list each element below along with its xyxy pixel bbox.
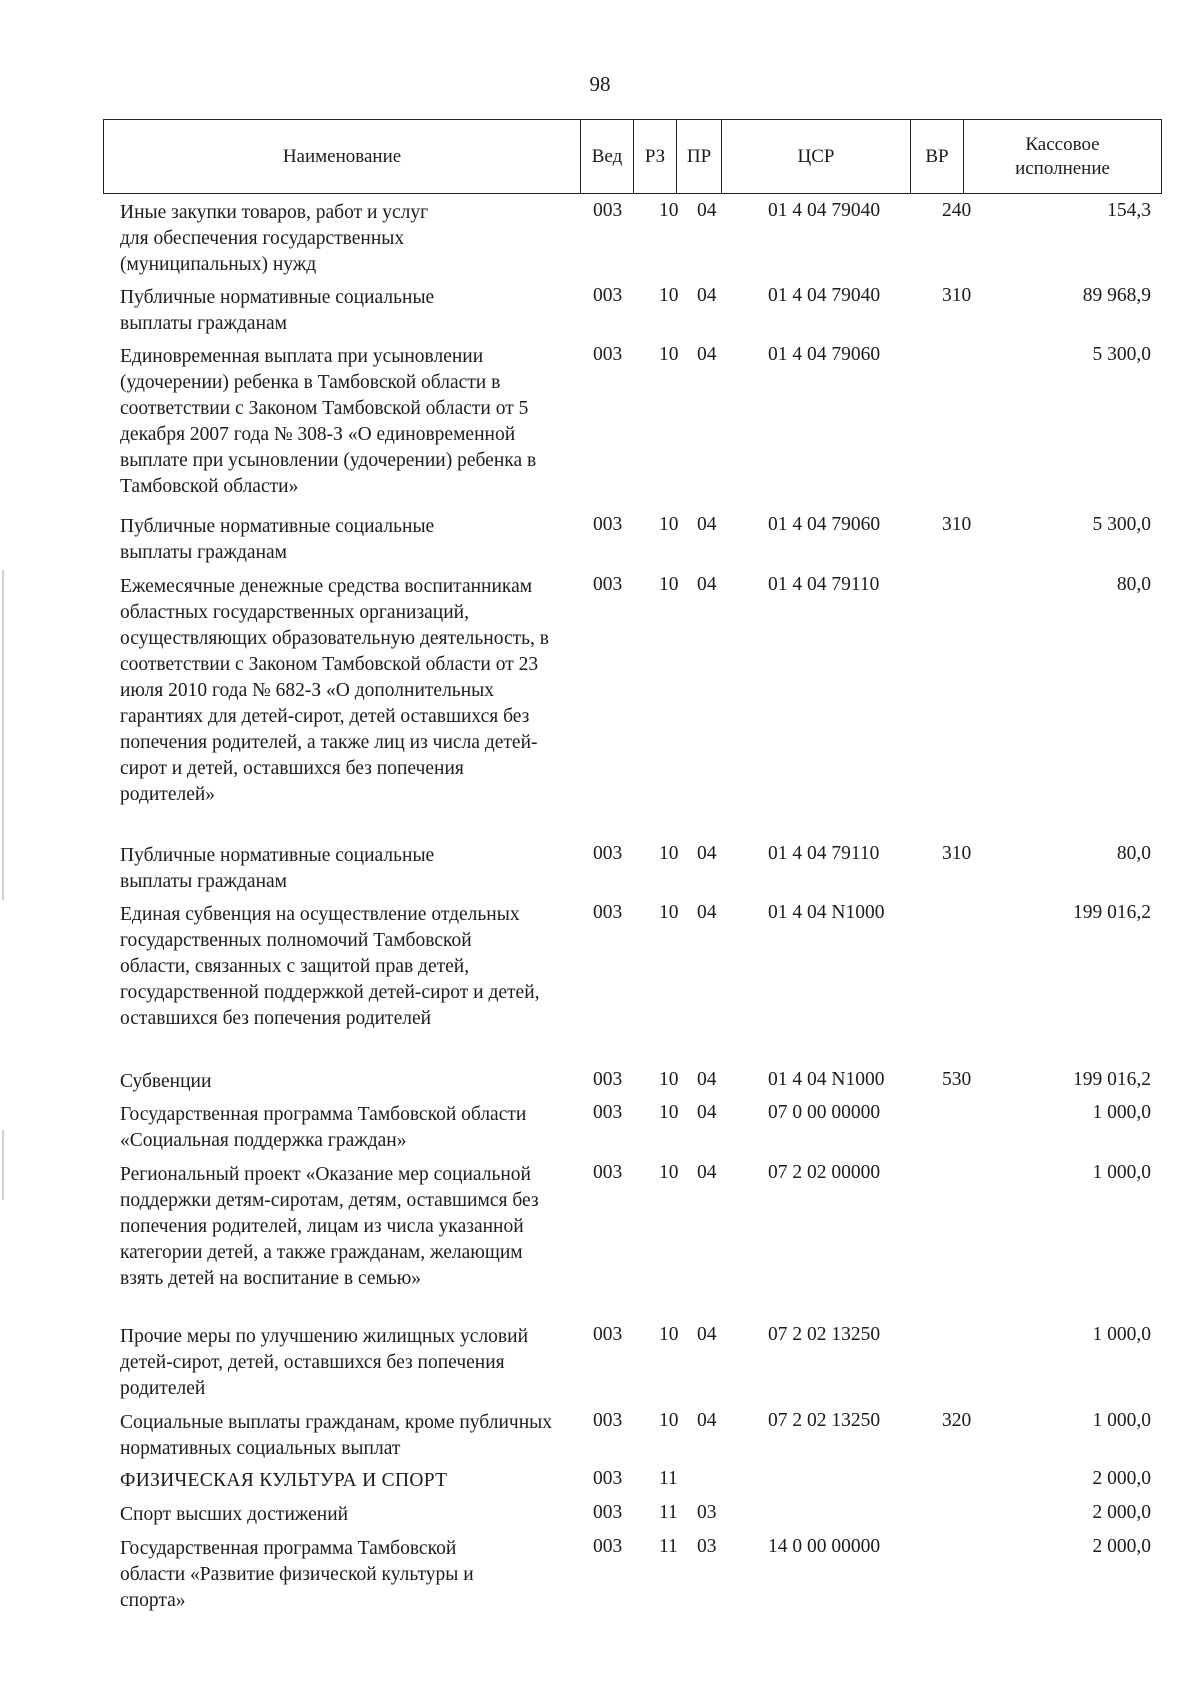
header-amount	[964, 120, 1161, 193]
row-csr: 07 2 02 13250	[768, 1410, 881, 1431]
row-ved: 003	[593, 1410, 623, 1431]
row-rz: 10	[659, 344, 679, 365]
header-amount-line2: исполнение	[1015, 157, 1110, 179]
row-name: Публичные нормативные социальные выплаты гражданам	[120, 845, 435, 892]
row-csr: 14 0 00 00000	[768, 1536, 881, 1557]
row-name: Государственная программа Тамбовской области «Развитие физической культуры и спорта»	[120, 1538, 474, 1611]
row-rz: 10	[659, 902, 679, 923]
row-rz: 11	[659, 1536, 678, 1557]
row-pr: 04	[697, 285, 717, 306]
row-name: Спорт высших достижений	[120, 1504, 349, 1525]
header-rz: РЗ	[634, 120, 677, 193]
row-ved: 003	[593, 574, 623, 595]
row-csr: 07 2 02 13250	[768, 1324, 881, 1345]
header-vr: ВР	[911, 120, 964, 193]
row-rz: 10	[659, 200, 679, 221]
row-rz: 10	[659, 1324, 679, 1345]
row-ved: 003	[593, 1162, 623, 1183]
row-name: Единая субвенция на осуществление отдельных государственных полномочий Тамбовской области, связанных с защитой прав детей, государственной поддержкой детей-сирот и детей, оставшихся без попечения родителей	[120, 904, 540, 1029]
row-amount: 2 000,0	[1092, 1536, 1151, 1557]
row-pr: 04	[697, 574, 717, 595]
row-name: Публичные нормативные социальные выплаты гражданам	[120, 516, 435, 563]
row-name: Социальные выплаты гражданам, кроме публичных нормативных социальных выплат	[120, 1412, 552, 1459]
table-header	[103, 119, 1162, 194]
row-ved: 003	[593, 1502, 623, 1523]
row-pr: 04	[697, 902, 717, 923]
row-amount: 1 000,0	[1092, 1324, 1151, 1345]
row-rz: 10	[659, 1102, 679, 1123]
row-pr: 04	[697, 200, 717, 221]
row-rz: 10	[659, 1410, 679, 1431]
row-ved: 003	[593, 902, 623, 923]
page-number: 98	[589, 72, 611, 96]
row-pr: 04	[697, 514, 717, 535]
row-amount: 80,0	[1116, 574, 1151, 595]
row-amount: 1 000,0	[1092, 1410, 1151, 1431]
row-pr: 03	[697, 1536, 717, 1557]
row-name: Государственная программа Тамбовской области «Социальная поддержка граждан»	[120, 1104, 527, 1151]
row-name: Иные закупки товаров, работ и услуг для обеспечения государственных (муниципальных) нужд	[120, 202, 429, 275]
row-ved: 003	[593, 1102, 623, 1123]
scan-edge-mark	[2, 1130, 4, 1200]
row-vr: 320	[942, 1410, 972, 1431]
header-ved: Вед	[581, 120, 634, 193]
row-csr: 01 4 04 79040	[768, 285, 881, 306]
row-csr: 07 0 00 00000	[768, 1102, 881, 1123]
row-pr: 04	[697, 1102, 717, 1123]
row-vr: 310	[942, 514, 972, 535]
row-vr: 310	[942, 843, 972, 864]
row-amount: 2 000,0	[1092, 1502, 1151, 1523]
row-vr: 240	[942, 200, 972, 221]
row-ved: 003	[593, 514, 623, 535]
row-amount: 1 000,0	[1092, 1162, 1151, 1183]
row-name: Прочие меры по улучшению жилищных условий детей-сирот, детей, оставшихся без попечения родителей	[120, 1326, 529, 1399]
row-rz: 10	[659, 514, 679, 535]
header-amount-line1: Кассовое	[1025, 133, 1100, 155]
row-csr: 01 4 04 79040	[768, 200, 881, 221]
row-name: Единовременная выплата при усыновлении (удочерении) ребенка в Тамбовской области в соответствии с Законом Тамбовской области от 5 декабря 2007 года № 308-З «О единовременной выплате при усыновлении (удочерении) ребенка в Тамбовской области»	[120, 346, 537, 497]
row-rz: 10	[659, 1162, 679, 1183]
row-ved: 003	[593, 1069, 623, 1090]
header-name: Наименование	[104, 120, 581, 193]
row-vr: 310	[942, 285, 972, 306]
row-name: Субвенции	[120, 1071, 212, 1092]
row-amount: 89 968,9	[1082, 285, 1151, 306]
row-rz: 10	[659, 1069, 679, 1090]
row-ved: 003	[593, 1536, 623, 1557]
row-rz: 11	[659, 1468, 678, 1489]
row-csr: 07 2 02 00000	[768, 1162, 881, 1183]
row-ved: 003	[593, 344, 623, 365]
row-ved: 003	[593, 1324, 623, 1345]
row-rz: 10	[659, 285, 679, 306]
row-rz: 10	[659, 843, 679, 864]
row-amount: 199 016,2	[1073, 1069, 1151, 1090]
row-pr: 04	[697, 1324, 717, 1345]
row-amount: 80,0	[1116, 843, 1151, 864]
row-csr: 01 4 04 79110	[768, 843, 880, 864]
row-ved: 003	[593, 200, 623, 221]
row-pr: 03	[697, 1502, 717, 1523]
row-csr: 01 4 04 79060	[768, 514, 881, 535]
row-name: Региональный проект «Оказание мер социальной поддержки детям-сиротам, детям, оставшимся без попечения родителей, лицам из числа указанной категории детей, а также гражданам, желающим взять детей на воспитание в семью»	[120, 1164, 539, 1289]
row-name: Ежемесячные денежные средства воспитанникам областных государственных организаций, осуществляющих образовательную деятельность, в соответствии с Законом Тамбовской области от 23 июля 2010 года № 682-З «О дополнительных гарантиях для детей-сирот, детей оставшихся без попечения родителей, а также лиц из числа детей-сирот и детей, оставшихся без попечения родителей»	[120, 576, 549, 805]
row-pr: 04	[697, 1410, 717, 1431]
row-amount: 5 300,0	[1092, 344, 1151, 365]
row-csr: 01 4 04 79110	[768, 574, 880, 595]
row-ved: 003	[593, 1468, 623, 1489]
row-pr: 04	[697, 843, 717, 864]
row-ved: 003	[593, 843, 623, 864]
row-csr: 01 4 04 N1000	[768, 902, 885, 923]
row-pr: 04	[697, 1162, 717, 1183]
row-name: ФИЗИЧЕСКАЯ КУЛЬТУРА И СПОРТ	[120, 1470, 448, 1491]
row-rz: 10	[659, 574, 679, 595]
row-amount: 1 000,0	[1092, 1102, 1151, 1123]
row-rz: 11	[659, 1502, 678, 1523]
header-csr: ЦСР	[722, 120, 911, 193]
header-pr: ПР	[677, 120, 722, 193]
row-csr: 01 4 04 79060	[768, 344, 881, 365]
row-amount: 2 000,0	[1092, 1468, 1151, 1489]
row-vr: 530	[942, 1069, 972, 1090]
row-pr: 04	[697, 344, 717, 365]
row-ved: 003	[593, 285, 623, 306]
row-amount: 199 016,2	[1073, 902, 1151, 923]
row-amount: 5 300,0	[1092, 514, 1151, 535]
row-amount: 154,3	[1107, 200, 1151, 221]
row-csr: 01 4 04 N1000	[768, 1069, 885, 1090]
row-name: Публичные нормативные социальные выплаты гражданам	[120, 287, 435, 334]
row-pr: 04	[697, 1069, 717, 1090]
scan-edge-mark	[2, 570, 4, 900]
